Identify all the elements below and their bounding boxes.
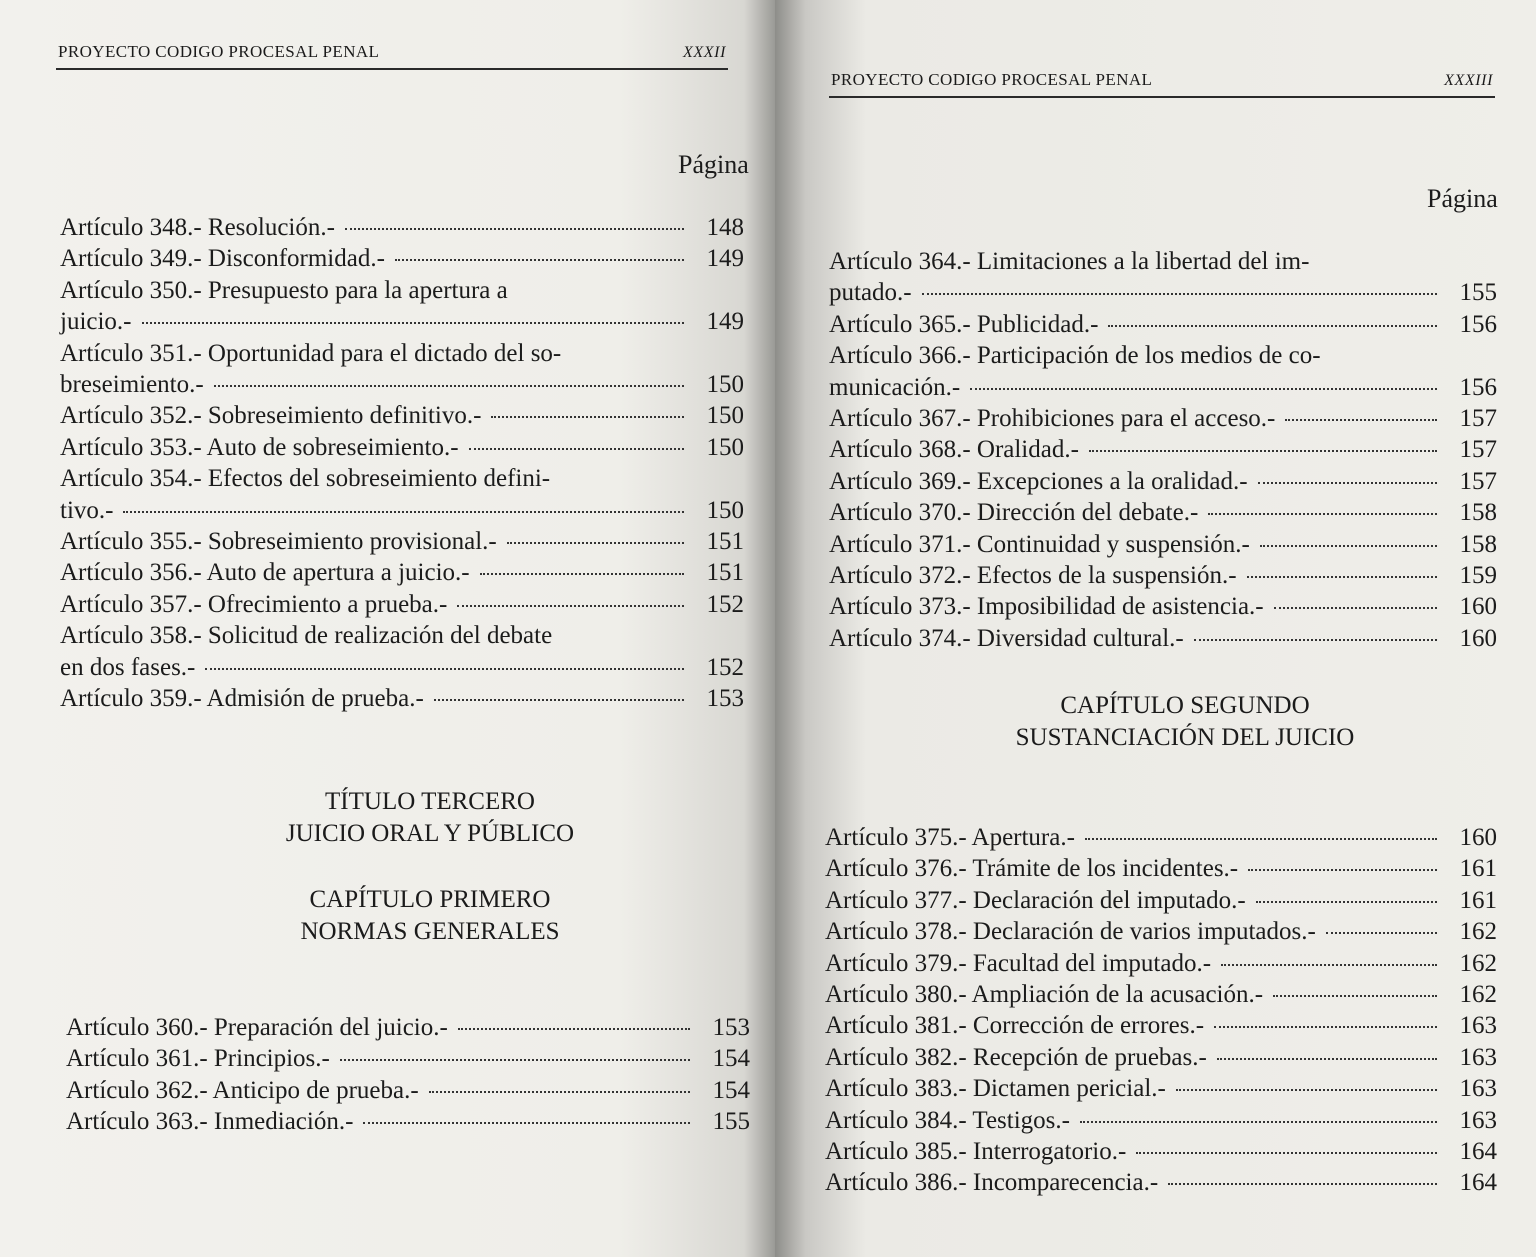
toc-entry-page-number: 158: [1459, 499, 1497, 527]
dot-leader: [458, 1028, 690, 1030]
toc-entry-page-number: 160: [1459, 593, 1497, 621]
toc-entry-label: Artículo 370.- Dirección del debate.-: [829, 499, 1199, 527]
toc-entry: [60, 683, 744, 714]
toc-entry-label: Artículo 367.- Prohibiciones para el acceso.-: [829, 405, 1276, 433]
toc-entry-page-number: 151: [706, 528, 744, 556]
toc-entry-line-last: [60, 557, 744, 588]
toc-entry-label: Artículo 363.- Inmediación.-: [66, 1108, 354, 1136]
toc-entry-page-number: 153: [712, 1014, 750, 1041]
title-heading-line-1: TÍTULO TERCERO: [325, 788, 535, 815]
toc-entry-page-number: 162: [1459, 981, 1497, 1009]
toc-entry: [829, 529, 1497, 560]
toc-entry-line-last: [825, 916, 1497, 947]
toc-entry: [825, 916, 1497, 947]
dot-leader: [214, 385, 684, 387]
toc-entry-line-last: [825, 853, 1497, 884]
toc-entry-line-last: [829, 591, 1497, 622]
left-title-heading: [200, 786, 660, 850]
toc-entry-label: tivo.-: [60, 496, 114, 524]
toc-entry-line-last: [829, 497, 1497, 528]
toc-entry-page-number: 161: [1459, 855, 1497, 883]
toc-entry-label: municación.-: [829, 373, 961, 401]
toc-entry: [829, 434, 1497, 465]
toc-entry-page-number: 158: [1459, 530, 1497, 558]
toc-entry-page-number: 155: [712, 1108, 750, 1136]
dot-leader: [1285, 419, 1437, 421]
toc-entry: [829, 340, 1497, 403]
dot-leader: [1168, 1183, 1437, 1185]
toc-entry-label: Artículo 386.- Incomparecencia.-: [825, 1169, 1159, 1197]
dot-leader: [1214, 1026, 1437, 1028]
toc-entry-page-number: 149: [706, 308, 744, 336]
toc-entry-page-number: 152: [706, 653, 744, 681]
dot-leader: [395, 259, 684, 261]
toc-entry-label: Artículo 354.- Efectos del sobreseimiento defini-: [60, 465, 551, 493]
dot-leader: [970, 388, 1437, 390]
dot-leader: [1258, 482, 1437, 484]
toc-entry-label: Artículo 361.- Principios.-: [66, 1045, 330, 1073]
toc-entry-line-last: [60, 526, 744, 557]
toc-entry-line-last: [829, 466, 1497, 497]
toc-entry-label: juicio.-: [60, 308, 132, 336]
toc-entry-label: Artículo 362.- Anticipo de prueba.-: [66, 1076, 419, 1104]
dot-leader: [1247, 576, 1437, 578]
dot-leader: [1221, 964, 1437, 966]
toc-entry-page-number: 163: [1459, 1106, 1497, 1134]
toc-entry: [829, 623, 1497, 654]
toc-entry: [60, 432, 744, 463]
toc-entry: [829, 309, 1497, 340]
toc-entry: [825, 1010, 1497, 1041]
dot-leader: [480, 573, 684, 575]
toc-entry: [60, 338, 744, 401]
toc-entry-page-number: 163: [1459, 1075, 1497, 1103]
toc-entry-line-last: [60, 652, 744, 683]
toc-entry: [825, 853, 1497, 884]
toc-entry: [60, 620, 744, 683]
toc-entry-page-number: 154: [712, 1045, 750, 1073]
dot-leader: [205, 668, 684, 670]
toc-entry-label: Artículo 383.- Dictamen pericial.-: [825, 1075, 1166, 1103]
toc-entry-line-last: [60, 589, 744, 620]
toc-entry-label: Artículo 360.- Preparación del juicio.-: [66, 1014, 448, 1041]
toc-entry-line-last: [60, 212, 744, 243]
toc-entry-line-last: [60, 683, 744, 714]
dot-leader: [1326, 932, 1437, 934]
chapter-heading-line-2: NORMAS GENERALES: [300, 918, 560, 945]
toc-entry-line: [60, 463, 744, 494]
toc-entry: [60, 275, 744, 338]
left-page-header: [56, 34, 728, 70]
dot-leader: [1136, 1152, 1437, 1154]
dot-leader: [491, 416, 684, 418]
dot-leader: [1248, 869, 1437, 871]
toc-entry-line-last: [66, 1075, 750, 1106]
dot-leader: [469, 448, 684, 450]
toc-entry-label: Artículo 377.- Declaración del imputado.-: [825, 886, 1246, 914]
toc-entry-line-last: [60, 243, 744, 274]
toc-entry-label: Artículo 348.- Resolución.-: [60, 214, 335, 241]
toc-entry-label: putado.-: [829, 279, 912, 307]
toc-entry: [829, 403, 1497, 434]
toc-entry-page-number: 156: [1459, 373, 1497, 401]
toc-entry-page-number: 148: [706, 214, 744, 241]
toc-entry-label: Artículo 353.- Auto de sobreseimiento.-: [60, 433, 459, 461]
toc-entry-label: Artículo 357.- Ofrecimiento a prueba.-: [60, 590, 448, 618]
toc-entry-label: Artículo 378.- Declaración de varios imputados.-: [825, 918, 1316, 946]
chapter-heading-line-1: CAPÍTULO SEGUNDO: [1060, 692, 1310, 719]
toc-entry: [825, 1042, 1497, 1073]
dot-leader: [142, 322, 684, 324]
toc-entry-line: [60, 275, 744, 306]
dot-leader: [1089, 450, 1437, 452]
right-header-title: PROYECTO CODIGO PROCESAL PENAL: [831, 70, 1153, 89]
toc-entry-page-number: 164: [1459, 1169, 1497, 1197]
toc-entry-line-last: [829, 309, 1497, 340]
toc-entry: [66, 1106, 750, 1137]
toc-entry-page-number: 160: [1459, 824, 1497, 851]
dot-leader: [922, 293, 1437, 295]
toc-entry-page-number: 150: [706, 402, 744, 430]
toc-entry-label: Artículo 366.- Participación de los medios de co-: [829, 342, 1321, 370]
toc-entry-page-number: 159: [1459, 562, 1497, 590]
toc-entry: [829, 591, 1497, 622]
toc-entry-line: [829, 246, 1497, 277]
toc-entry-page-number: 155: [1459, 279, 1497, 307]
toc-entry-page-number: 164: [1459, 1138, 1497, 1166]
toc-entry-page-number: 163: [1459, 1012, 1497, 1040]
toc-entry: [60, 526, 744, 557]
dot-leader: [345, 228, 684, 230]
toc-entry-page-number: 154: [712, 1076, 750, 1104]
toc-entry-label: Artículo 356.- Auto de apertura a juicio.-: [60, 559, 470, 587]
toc-entry-line-last: [829, 372, 1497, 403]
toc-entry-line-last: [66, 1043, 750, 1074]
toc-entry-line-last: [825, 1136, 1497, 1167]
toc-entry-line: [60, 620, 744, 651]
toc-entry: [825, 885, 1497, 916]
toc-entry-line-last: [60, 432, 744, 463]
right-page: [775, 0, 1536, 1257]
toc-entry-line-last: [60, 306, 744, 337]
toc-entry-page-number: 162: [1459, 918, 1497, 946]
toc-entry-label: Artículo 352.- Sobreseimiento definitivo.-: [60, 402, 482, 430]
toc-entry-line: [60, 338, 744, 369]
toc-entry: [66, 1043, 750, 1074]
dot-leader: [434, 699, 684, 701]
dot-leader: [1256, 901, 1437, 903]
toc-entry-line-last: [825, 1010, 1497, 1041]
toc-entry-page-number: 149: [706, 245, 744, 273]
dot-leader: [1208, 513, 1437, 515]
toc-entry-line-last: [829, 560, 1497, 591]
toc-entry-label: Artículo 364.- Limitaciones a la libertad del im-: [829, 248, 1310, 275]
toc-entry-page-number: 152: [706, 590, 744, 618]
toc-entry-page-number: 157: [1459, 436, 1497, 464]
toc-entry-page-number: 153: [706, 685, 744, 713]
toc-entry-line-last: [825, 948, 1497, 979]
toc-entry: [829, 246, 1497, 309]
toc-entry: [60, 400, 744, 431]
dot-leader: [1217, 1058, 1437, 1060]
left-toc-group-1: [60, 212, 744, 715]
toc-entry: [825, 822, 1497, 853]
toc-entry-line-last: [829, 403, 1497, 434]
toc-entry-label: Artículo 349.- Disconformidad.-: [60, 245, 385, 273]
toc-entry-line: [829, 340, 1497, 371]
dot-leader: [457, 605, 684, 607]
toc-entry-line-last: [60, 369, 744, 400]
toc-entry-line-last: [825, 1167, 1497, 1198]
left-pagina-label: Página: [678, 150, 749, 179]
toc-entry-label: Artículo 368.- Oralidad.-: [829, 436, 1079, 464]
toc-entry-label: Artículo 350.- Presupuesto para la apertura a: [60, 276, 508, 304]
toc-entry-line-last: [829, 277, 1497, 308]
right-toc-group-1: [829, 246, 1497, 654]
toc-entry: [66, 1075, 750, 1106]
toc-entry-label: Artículo 375.- Apertura.-: [825, 824, 1075, 851]
toc-entry: [60, 589, 744, 620]
dot-leader: [429, 1091, 690, 1093]
toc-entry-line-last: [66, 1012, 750, 1043]
toc-entry-label: Artículo 359.- Admisión de prueba.-: [60, 685, 424, 713]
toc-entry-label: Artículo 358.- Solicitud de realización del debate: [60, 622, 553, 650]
dot-leader: [1194, 639, 1437, 641]
toc-entry: [60, 243, 744, 274]
dot-leader: [1274, 607, 1437, 609]
left-chapter-heading: [200, 884, 660, 948]
toc-entry-label: Artículo 385.- Interrogatorio.-: [825, 1138, 1127, 1166]
dot-leader: [1108, 325, 1437, 327]
right-chapter-heading: [955, 690, 1415, 754]
toc-entry: [825, 979, 1497, 1010]
toc-entry-line-last: [60, 400, 744, 431]
toc-entry-page-number: 157: [1459, 405, 1497, 433]
toc-entry: [60, 463, 744, 526]
dot-leader: [1273, 995, 1437, 997]
toc-entry-page-number: 161: [1459, 886, 1497, 914]
toc-entry-label: Artículo 374.- Diversidad cultural.-: [829, 624, 1184, 652]
toc-entry-label: Artículo 380.- Ampliación de la acusación.-: [825, 981, 1264, 1009]
toc-entry-line-last: [825, 885, 1497, 916]
chapter-heading-line-1: CAPÍTULO PRIMERO: [309, 886, 551, 913]
dot-leader: [1085, 838, 1437, 840]
toc-entry-line-last: [825, 822, 1497, 853]
toc-entry-label: Artículo 376.- Trámite de los incidentes.-: [825, 855, 1239, 883]
toc-entry-label: en dos fases.-: [60, 653, 196, 681]
toc-entry-label: Artículo 365.- Publicidad.-: [829, 310, 1099, 338]
dot-leader: [340, 1059, 690, 1061]
toc-entry: [829, 560, 1497, 591]
title-heading-line-2: JUICIO ORAL Y PÚBLICO: [285, 820, 575, 847]
toc-entry-page-number: 150: [706, 496, 744, 524]
toc-entry-page-number: 163: [1459, 1043, 1497, 1071]
left-header-title: PROYECTO CODIGO PROCESAL PENAL: [58, 42, 380, 61]
toc-entry: [825, 1136, 1497, 1167]
toc-entry-page-number: 150: [706, 433, 744, 461]
toc-entry-page-number: 156: [1459, 310, 1497, 338]
toc-entry-line-last: [829, 434, 1497, 465]
toc-entry-line-last: [829, 623, 1497, 654]
toc-entry: [825, 948, 1497, 979]
dot-leader: [507, 542, 684, 544]
toc-entry-line-last: [66, 1106, 750, 1137]
toc-entry-line-last: [825, 1073, 1497, 1104]
toc-entry: [825, 1073, 1497, 1104]
toc-entry-label: Artículo 381.- Corrección de errores.-: [825, 1012, 1205, 1040]
toc-entry-page-number: 150: [706, 371, 744, 399]
right-page-header: [829, 62, 1495, 98]
toc-entry: [60, 212, 744, 243]
toc-entry: [825, 1105, 1497, 1136]
toc-entry-label: Artículo 351.- Oportunidad para el dictado del so-: [60, 339, 562, 367]
toc-entry: [829, 497, 1497, 528]
dot-leader: [1080, 1121, 1437, 1123]
toc-entry-label: Artículo 355.- Sobreseimiento provisional.-: [60, 528, 497, 556]
toc-entry-page-number: 162: [1459, 949, 1497, 977]
toc-entry-page-number: 151: [706, 559, 744, 587]
dot-leader: [1260, 545, 1437, 547]
toc-entry-line-last: [829, 529, 1497, 560]
toc-entry-line-last: [825, 1105, 1497, 1136]
toc-entry-label: Artículo 371.- Continuidad y suspensión.-: [829, 530, 1250, 558]
toc-entry: [60, 557, 744, 588]
toc-entry-line-last: [60, 495, 744, 526]
toc-entry-label: Artículo 382.- Recepción de pruebas.-: [825, 1043, 1207, 1071]
toc-entry: [829, 466, 1497, 497]
toc-entry-page-number: 157: [1459, 467, 1497, 495]
toc-entry-line-last: [825, 1042, 1497, 1073]
toc-entry-label: Artículo 373.- Imposibilidad de asistencia.-: [829, 593, 1264, 621]
toc-entry: [825, 1167, 1497, 1198]
right-toc-group-2: [825, 822, 1497, 1199]
toc-entry-label: breseimiento.-: [60, 371, 204, 399]
toc-entry-label: Artículo 372.- Efectos de la suspensión.-: [829, 562, 1237, 590]
toc-entry-label: Artículo 384.- Testigos.-: [825, 1106, 1070, 1134]
toc-entry: [66, 1012, 750, 1043]
right-header-page-number: XXXIII: [1444, 72, 1493, 89]
toc-entry-line-last: [825, 979, 1497, 1010]
dot-leader: [1176, 1089, 1437, 1091]
chapter-heading-line-2: SUSTANCIACIÓN DEL JUICIO: [1015, 724, 1355, 751]
right-pagina-label: Página: [1427, 184, 1498, 213]
toc-entry-label: Artículo 379.- Facultad del imputado.-: [825, 949, 1212, 977]
dot-leader: [123, 511, 684, 513]
dot-leader: [363, 1122, 690, 1124]
toc-entry-page-number: 160: [1459, 624, 1497, 652]
toc-entry-label: Artículo 369.- Excepciones a la oralidad.-: [829, 467, 1248, 495]
left-toc-group-2: [66, 1012, 750, 1138]
left-header-page-number: XXXII: [683, 44, 726, 61]
